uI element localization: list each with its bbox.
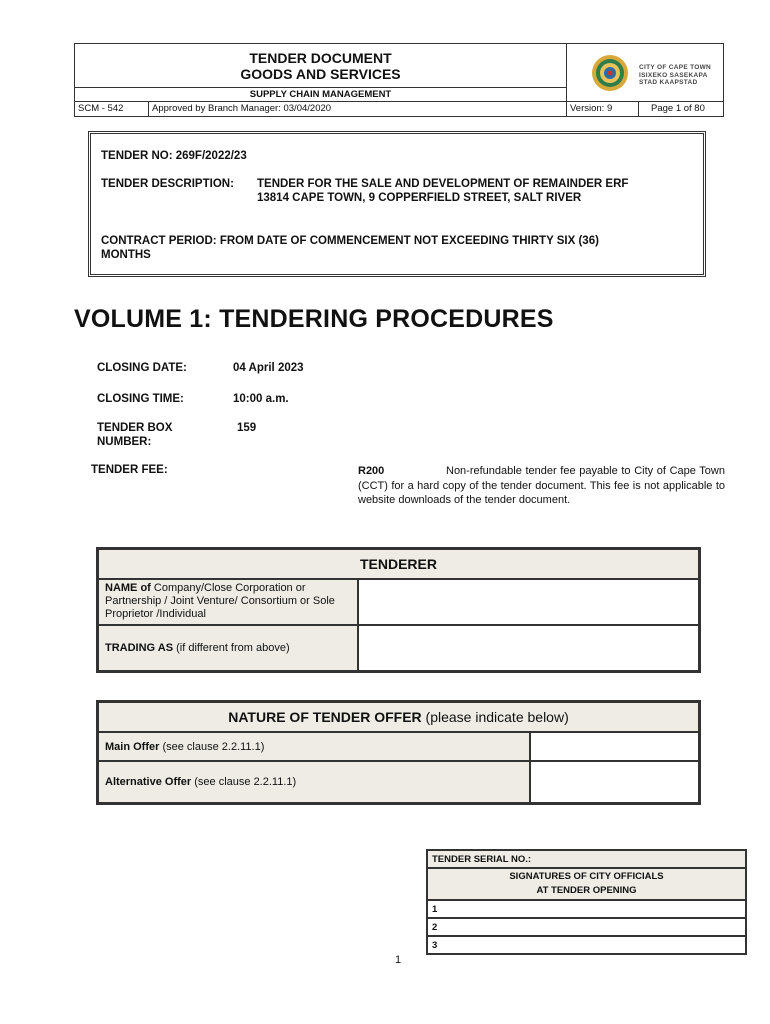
tender-description: TENDER FOR THE SALE AND DEVELOPMENT OF REMAINDER ERF (257, 178, 629, 190)
volume-title: VOLUME 1: TENDERING PROCEDURES (74, 305, 554, 333)
signatures-heading: SIGNATURES OF CITY OFFICIALS AT TENDER OPENING (427, 868, 746, 900)
alternative-offer-label: Alternative Offer (see clause 2.2.11.1) (98, 761, 530, 803)
tender-box-label-cont: NUMBER: (97, 436, 152, 448)
tender-fee-amount: R200 (358, 465, 385, 477)
tender-info-box (88, 131, 706, 277)
tenderer-heading: TENDERER (98, 549, 699, 579)
offer-heading: NATURE OF TENDER OFFER (please indicate below) (98, 702, 699, 732)
closing-time-label: CLOSING TIME: (97, 393, 184, 405)
company-name-field[interactable] (358, 579, 699, 625)
closing-date-value: 04 April 2023 (233, 362, 304, 374)
trading-as-field[interactable] (358, 625, 699, 671)
page-count: Page 1 of 80 (651, 103, 705, 114)
tender-fee-text: Non-refundable tender fee payable to City of Cape Town (CCT) for a hard copy of the tender document. This fee is not applicable to website downloads of the tender document. (358, 465, 725, 506)
tender-description-cont: 13814 CAPE TOWN, 9 COPPERFIELD STREET, SALT RIVER (257, 192, 582, 204)
tender-fee-label: TENDER FEE: (91, 464, 168, 476)
header-title: TENDER DOCUMENT (249, 50, 392, 66)
signature-row-2[interactable]: 2 (427, 918, 746, 936)
approval-text: Approved by Branch Manager: 03/04/2020 (149, 102, 567, 117)
closing-date-label: CLOSING DATE: (97, 362, 187, 374)
tender-number: TENDER NO: 269F/2022/23 (101, 150, 247, 162)
signature-row-3[interactable]: 3 (427, 936, 746, 954)
header-subtitle: GOODS AND SERVICES (240, 66, 401, 82)
city-seal-icon (591, 54, 629, 92)
main-offer-field[interactable] (530, 732, 699, 761)
tender-box-value: 159 (237, 422, 257, 434)
company-name-label: NAME of Company/Close Corporation or Partnership / Joint Venture/ Consortium or Sole Proprietor /Individual (98, 579, 358, 625)
doc-code: SCM - 542 (75, 102, 149, 117)
contract-period: CONTRACT PERIOD: FROM DATE OF COMMENCEMENT NOT EXCEEDING THIRTY SIX (36) (101, 235, 599, 247)
alternative-offer-field[interactable] (530, 761, 699, 803)
version-text: Version: 9 (567, 102, 639, 117)
header-meta-row (75, 102, 723, 117)
tender-description-label: TENDER DESCRIPTION: (101, 178, 234, 190)
header-department: SUPPLY CHAIN MANAGEMENT (75, 88, 567, 102)
contract-period-cont: MONTHS (101, 249, 151, 261)
header-title-cell (75, 44, 567, 88)
signature-row-1[interactable]: 1 (427, 900, 746, 918)
tenderer-table (96, 547, 701, 673)
page-number: 1 (395, 954, 402, 966)
document-header (74, 43, 724, 117)
tender-box-label: TENDER BOX (97, 422, 173, 434)
trading-as-label: TRADING AS (if different from above) (98, 625, 358, 671)
city-logo-text: CITY OF CAPE TOWN ISIXEKO SASEKAPA STAD KAAPSTAD (639, 64, 712, 86)
tender-serial-label: TENDER SERIAL NO.: (427, 850, 746, 868)
city-logo (567, 44, 723, 102)
tender-serial-table (426, 849, 747, 955)
tender-offer-table (96, 700, 701, 805)
tender-fee-description (358, 464, 725, 508)
main-offer-label: Main Offer (see clause 2.2.11.1) (98, 732, 530, 761)
closing-time-value: 10:00 a.m. (233, 393, 289, 405)
